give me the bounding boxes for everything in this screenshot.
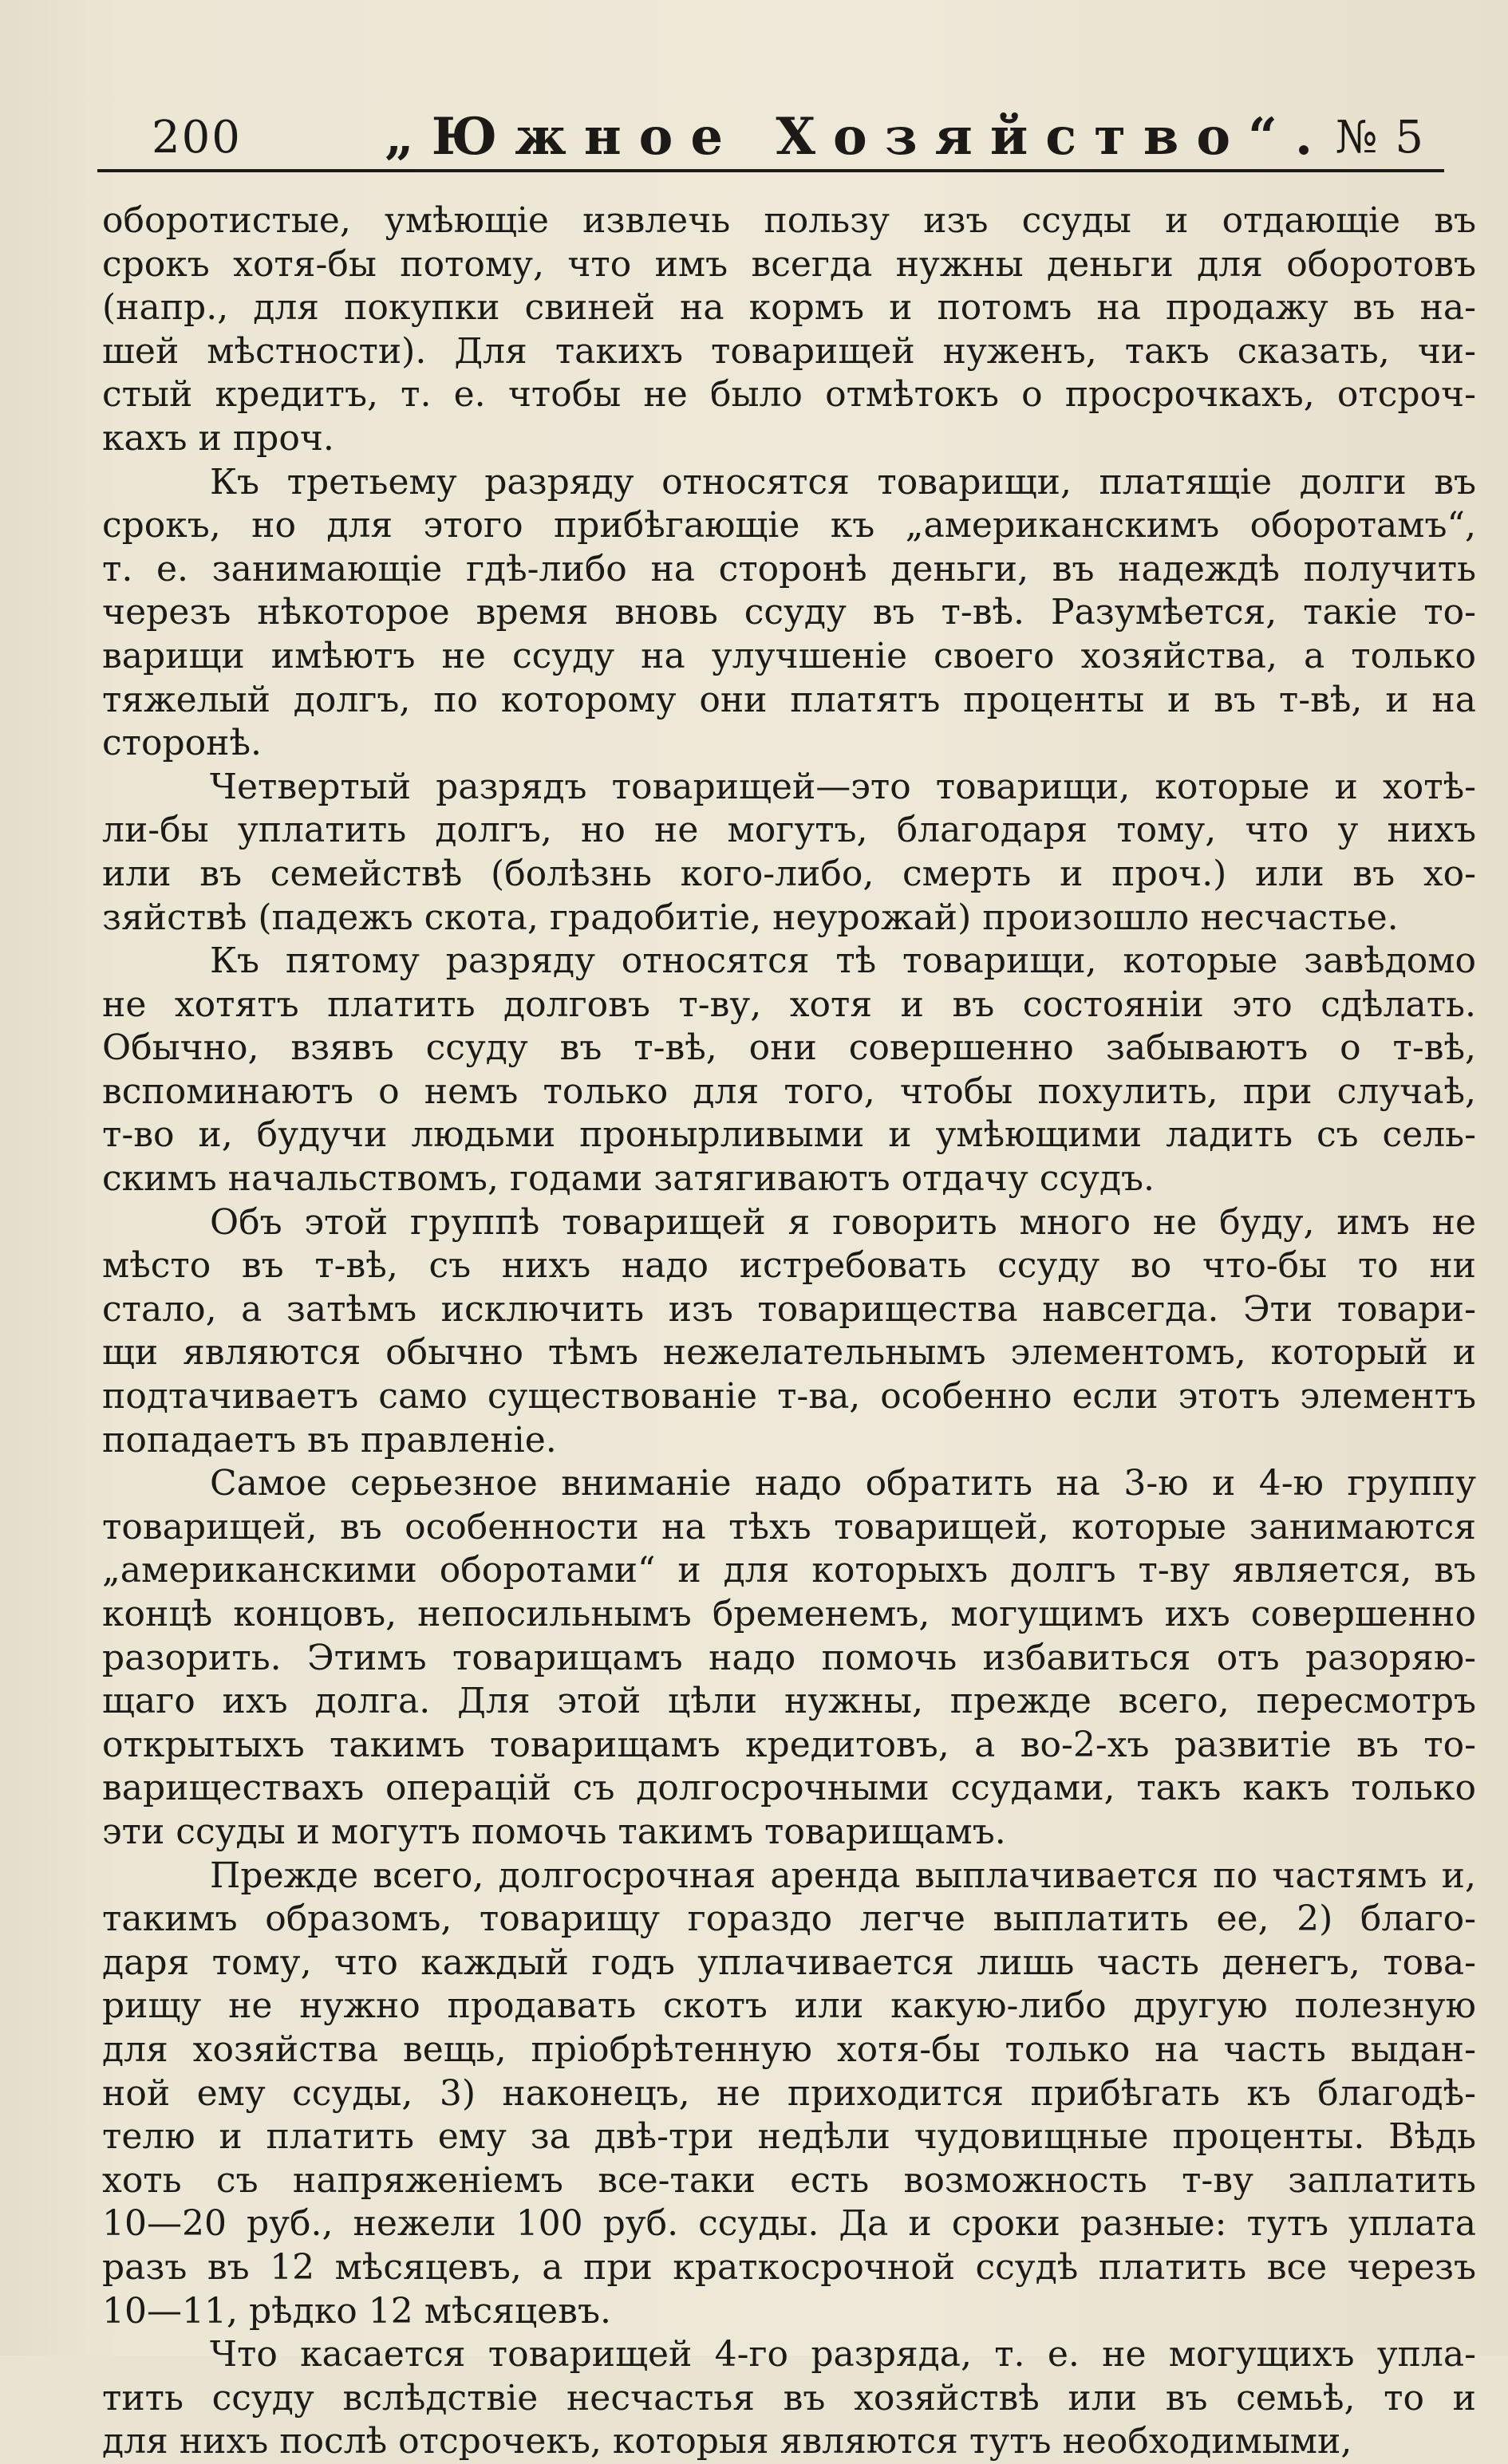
text-line: такимъ образомъ, товарищу гораздо легче выплатить ее, 2) благо- — [102, 1898, 1476, 1940]
text-line: шей мѣстности). Для такихъ товарищей нуженъ, такъ сказать, чи- — [102, 330, 1476, 372]
text-line: не хотятъ платить долговъ т-ву, хотя и въ состояніи это сдѣлать. — [102, 984, 1476, 1025]
text-line: для нихъ послѣ отсрочекъ, которыя являются тутъ необходимыми, — [102, 2421, 1352, 2462]
text-line: сторонѣ. — [102, 723, 262, 764]
text-line: скимъ начальствомъ, годами затягиваютъ отдачу ссудъ. — [102, 1158, 1155, 1200]
text-line: даря тому, что каждый годъ уплачивается лишь часть денегъ, това- — [102, 1942, 1476, 1983]
text-line: или въ семействѣ (болѣзнь кого-либо, смерть и проч.) или въ хо- — [102, 853, 1476, 894]
text-line: Объ этой группѣ товарищей я говорить много не буду, имъ не — [210, 1201, 1476, 1243]
text-line: стало, а затѣмъ исключить изъ товарищества навсегда. Эти товари- — [102, 1288, 1476, 1330]
text-line: тяжелый долгъ, по которому они платятъ проценты и въ т-вѣ, и на — [102, 679, 1476, 720]
text-line: хоть съ напряженіемъ все-таки есть возможность т-ву заплатить — [102, 2159, 1476, 2201]
text-line: Обычно, взявъ ссуду въ т-вѣ, они совершенно забываютъ о т-вѣ, — [102, 1027, 1476, 1069]
running-header — [97, 104, 1444, 172]
text-line: срокъ, но для этого прибѣгающіе къ „американскимъ оборотамъ“, — [102, 505, 1476, 546]
text-line: Самое серьезное вниманіе надо обратить на 3-ю и 4-ю группу — [210, 1463, 1476, 1504]
text-line: вариществахъ операцій съ долгосрочными ссудами, такъ какъ только — [102, 1768, 1476, 1809]
issue-number: № 5 — [1335, 112, 1425, 164]
text-line: товарищей, въ особенности на тѣхъ товарищей, которые занимаются — [102, 1506, 1476, 1547]
text-line: для хозяйства вещь, пріобрѣтенную хотя-бы только на часть выдан- — [102, 2028, 1476, 2070]
text-line: разорить. Этимъ товарищамъ надо помочь избавиться отъ разоряю- — [102, 1637, 1476, 1678]
text-line: кахъ и проч. — [102, 417, 334, 459]
text-line: подтачиваетъ само существованіе т-ва, особенно если этотъ элементъ — [102, 1376, 1476, 1417]
text-line: рищу не нужно продавать скотъ или какую-либо другую полезную — [102, 1985, 1476, 2027]
text-line: (напр., для покупки свиней на кормъ и потомъ на продажу въ на- — [102, 287, 1476, 329]
text-line: разъ въ 12 мѣсяцевъ, а при краткосрочной ссудѣ платить все черезъ — [102, 2246, 1476, 2288]
text-line: оборотистые, умѣющіе извлечь пользу изъ ссуды и отдающіе въ — [102, 200, 1476, 241]
text-line: т-во и, будучи людьми пронырливыми и умѣющими ладить съ сель- — [102, 1114, 1476, 1156]
text-line: варищи имѣютъ не ссуду на улучшеніе своего хозяйства, а только — [102, 635, 1476, 676]
text-line: „американскими оборотами“ и для которыхъ долгъ т-ву является, въ — [102, 1550, 1476, 1591]
text-line: открытыхъ такимъ товарищамъ кредитовъ, а во-2-хъ развитіе въ то- — [102, 1724, 1476, 1765]
journal-title: „Южное Хозяйство“. — [385, 107, 1331, 167]
text-line: щи являются обычно тѣмъ нежелательнымъ элементомъ, который и — [102, 1332, 1476, 1374]
text-line: ли-бы уплатить долгъ, но не могутъ, благодаря тому, что у нихъ — [102, 810, 1476, 851]
article-body — [102, 199, 1476, 2464]
text-line: т. е. занимающіе гдѣ-либо на сторонѣ деньги, въ надеждѣ получить — [102, 548, 1476, 589]
text-line: тить ссуду вслѣдствіе несчастья въ хозяйствѣ или въ семьѣ, то и — [102, 2377, 1476, 2419]
text-line: вспоминаютъ о немъ только для того, чтобы похулить, при случаѣ, — [102, 1070, 1476, 1112]
text-line: Что касается товарищей 4-го разряда, т. е. не могущихъ упла- — [210, 2334, 1476, 2375]
text-line: мѣсто въ т-вѣ, съ нихъ надо истребовать ссуду во что-бы то ни — [102, 1245, 1476, 1287]
text-line: срокъ хотя-бы потому, что имъ всегда нужны деньги для оборотовъ — [102, 243, 1476, 285]
text-line: Къ пятому разряду относятся тѣ товарищи, которые завѣдомо — [210, 940, 1476, 982]
text-line: Четвертый разрядъ товарищей—это товарищи, которые и хотѣ- — [210, 766, 1476, 807]
text-line: ной ему ссуды, 3) наконецъ, не приходится прибѣгать къ благодѣ- — [102, 2072, 1476, 2114]
text-line: попадаетъ въ правленіе. — [102, 1419, 557, 1461]
text-line: телю и платить ему за двѣ-три недѣли чудовищные проценты. Вѣдь — [102, 2116, 1476, 2158]
text-line: Къ третьему разряду относятся товарищи, платящіе долги въ — [210, 461, 1476, 503]
text-line: 10—20 руб., нежели 100 руб. ссуды. Да и сроки разные: тутъ уплата — [102, 2203, 1476, 2245]
text-line: концѣ концовъ, непосильнымъ бременемъ, могущимъ ихъ совершенно — [102, 1594, 1476, 1634]
page-number: 200 — [152, 112, 242, 164]
text-line: стый кредитъ, т. е. чтобы не было отмѣтокъ о просрочкахъ, отсроч- — [102, 374, 1476, 416]
text-line: черезъ нѣкоторое время вновь ссуду въ т-вѣ. Разумѣется, такіе то- — [102, 592, 1476, 633]
text-line: щаго ихъ долга. Для этой цѣли нужны, прежде всего, пересмотръ — [102, 1681, 1476, 1722]
text-line: эти ссуды и могутъ помочь такимъ товарищамъ. — [102, 1811, 1006, 1852]
text-line: Прежде всего, долгосрочная аренда выплачивается по частямъ и, — [210, 1855, 1476, 1896]
text-line: 10—11, рѣдко 12 мѣсяцевъ. — [102, 2290, 611, 2332]
text-line: зяйствѣ (падежъ скота, градобитіе, неурожай) произошло несчастье. — [102, 897, 1399, 938]
